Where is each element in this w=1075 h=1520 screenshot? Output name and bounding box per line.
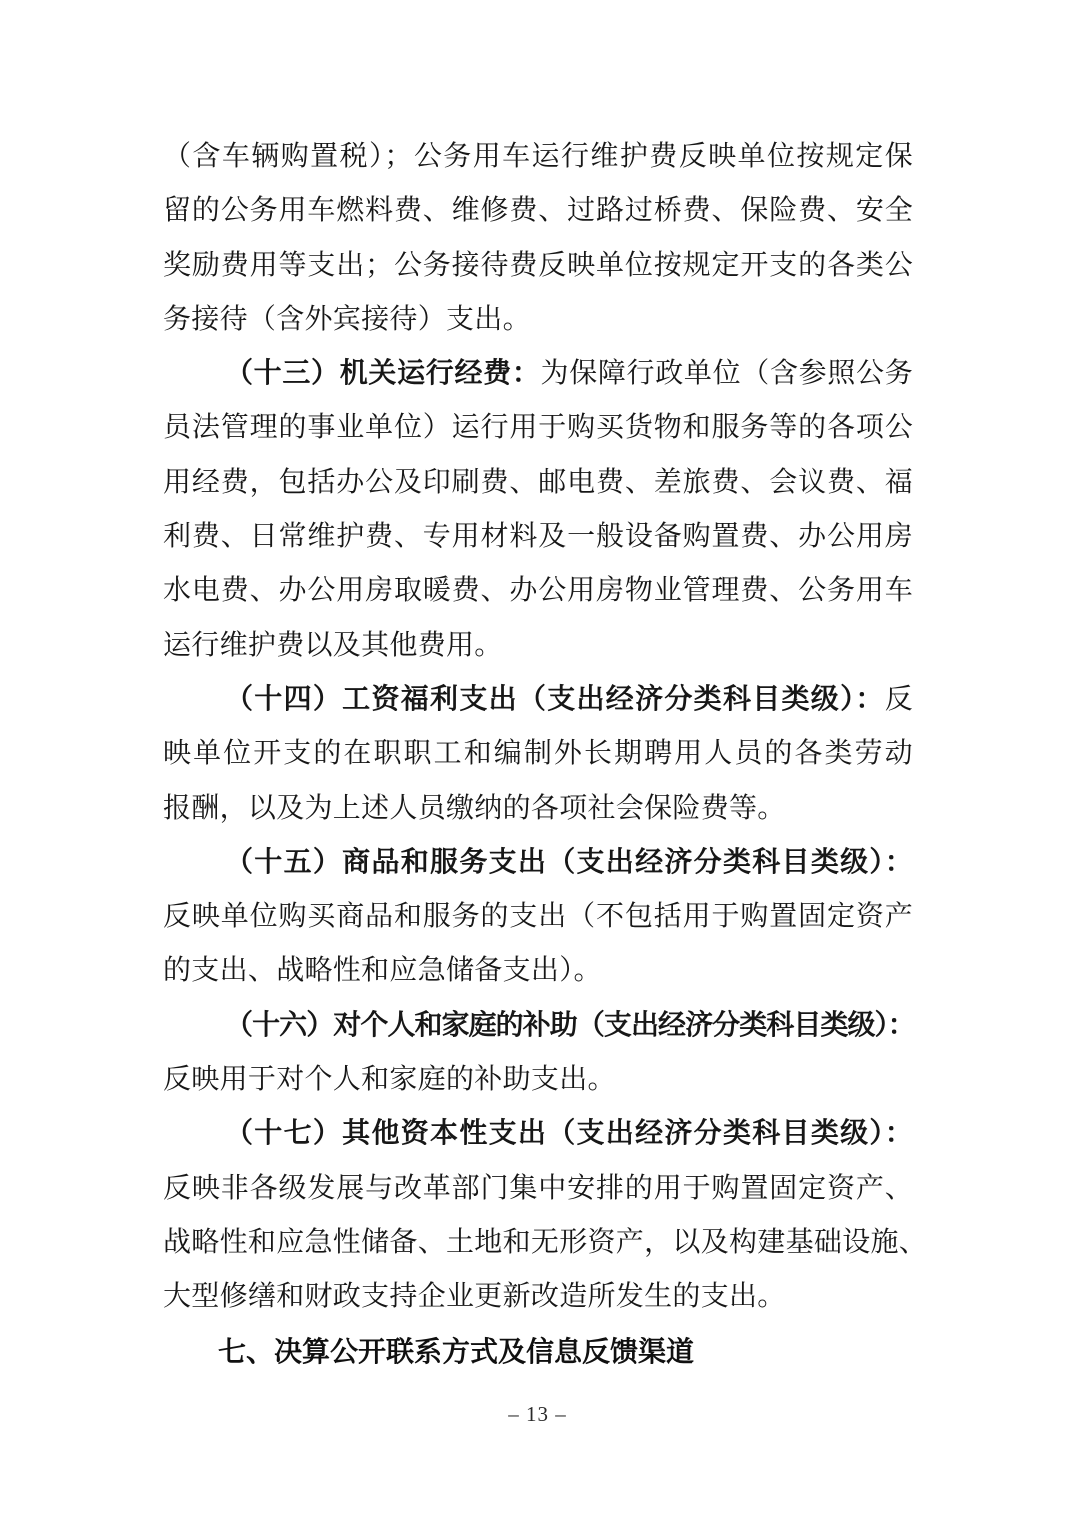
section-heading: 七、决算公开联系方式及信息反馈渠道 xyxy=(218,1335,695,1367)
text-line-bold: （十四）工资福利支出（支出经济分类科目类级）： xyxy=(225,683,885,715)
text-line xyxy=(163,782,913,836)
text-line-regular: 战略性和应急性储备、土地和无形资产，以及构建基础设施、 xyxy=(163,1226,928,1258)
text-line xyxy=(163,999,913,1053)
text-line-regular: 水电费、办公用房取暖费、办公用房物业管理费、公务用车 xyxy=(163,575,913,607)
text-line-regular: （含车辆购置税）；公务用车运行维护费反映单位按规定保 xyxy=(163,141,913,172)
text-line-regular: 映单位开支的在职职工和编制外长期聘用人员的各类劳动 xyxy=(163,738,913,770)
text-line-regular: 奖励费用等支出；公务接待费反映单位按规定开支的各类公 xyxy=(163,249,913,281)
text-line xyxy=(163,347,913,401)
text-line-regular: 反 xyxy=(884,683,913,715)
text-line-regular: 报酬，以及为上述人员缴纳的各项社会保险费等。 xyxy=(163,792,786,824)
text-line xyxy=(163,1107,913,1161)
text-line xyxy=(163,401,913,455)
text-line-bold: （十三）机关运行经费： xyxy=(225,358,541,390)
text-line xyxy=(163,1216,928,1270)
text-line-regular: 利费、日常维护费、专用材料及一般设备购置费、办公用房 xyxy=(163,521,913,553)
document-body xyxy=(163,130,928,1379)
text-line-bold: （十七）其他资本性支出（支出经济分类科目类级）： xyxy=(225,1118,913,1150)
text-line xyxy=(163,890,913,944)
text-line-regular: 务接待（含外宾接待）支出。 xyxy=(163,303,531,335)
text-line xyxy=(163,1162,913,1216)
text-line xyxy=(163,239,913,293)
text-line-regular: 员法管理的事业单位）运行用于购买货物和服务等的各项公 xyxy=(163,412,913,444)
text-line-regular: 反映用于对个人和家庭的补助支出。 xyxy=(163,1064,616,1096)
text-line xyxy=(163,510,913,564)
text-line-bold: （十六）对个人和家庭的补助（支出经济分类科目类级）： xyxy=(225,1009,913,1041)
text-line-regular: 运行维护费以及其他费用。 xyxy=(163,629,503,661)
text-line-regular: 反映单位购买商品和服务的支出（不包括用于购置固定资产 xyxy=(163,901,913,933)
text-line xyxy=(163,673,913,727)
text-line xyxy=(163,619,913,673)
text-line xyxy=(163,184,913,238)
text-line-regular: 留的公务用车燃料费、维修费、过路过桥费、保险费、安全 xyxy=(163,195,913,227)
text-line xyxy=(163,564,913,618)
text-line-regular: 为保障行政单位（含参照公务 xyxy=(540,358,913,390)
text-line xyxy=(163,727,913,781)
page-number: – 13 – xyxy=(508,1402,567,1426)
text-line xyxy=(163,836,913,890)
text-line-bold: （十五）商品和服务支出（支出经济分类科目类级）： xyxy=(225,846,913,878)
text-line xyxy=(163,1053,913,1107)
text-line xyxy=(163,1270,913,1324)
text-line-regular: 用经费，包括办公及印刷费、邮电费、差旅费、会议费、福 xyxy=(163,466,913,498)
text-line xyxy=(163,456,913,510)
text-line-regular: 反映非各级发展与改革部门集中安排的用于购置固定资产、 xyxy=(163,1172,913,1204)
text-line xyxy=(163,944,913,998)
text-line xyxy=(163,130,913,184)
text-line xyxy=(163,293,913,347)
text-line-regular: 大型修缮和财政支持企业更新改造所发生的支出。 xyxy=(163,1281,786,1313)
text-line-regular: 的支出、战略性和应急储备支出）。 xyxy=(163,955,602,987)
